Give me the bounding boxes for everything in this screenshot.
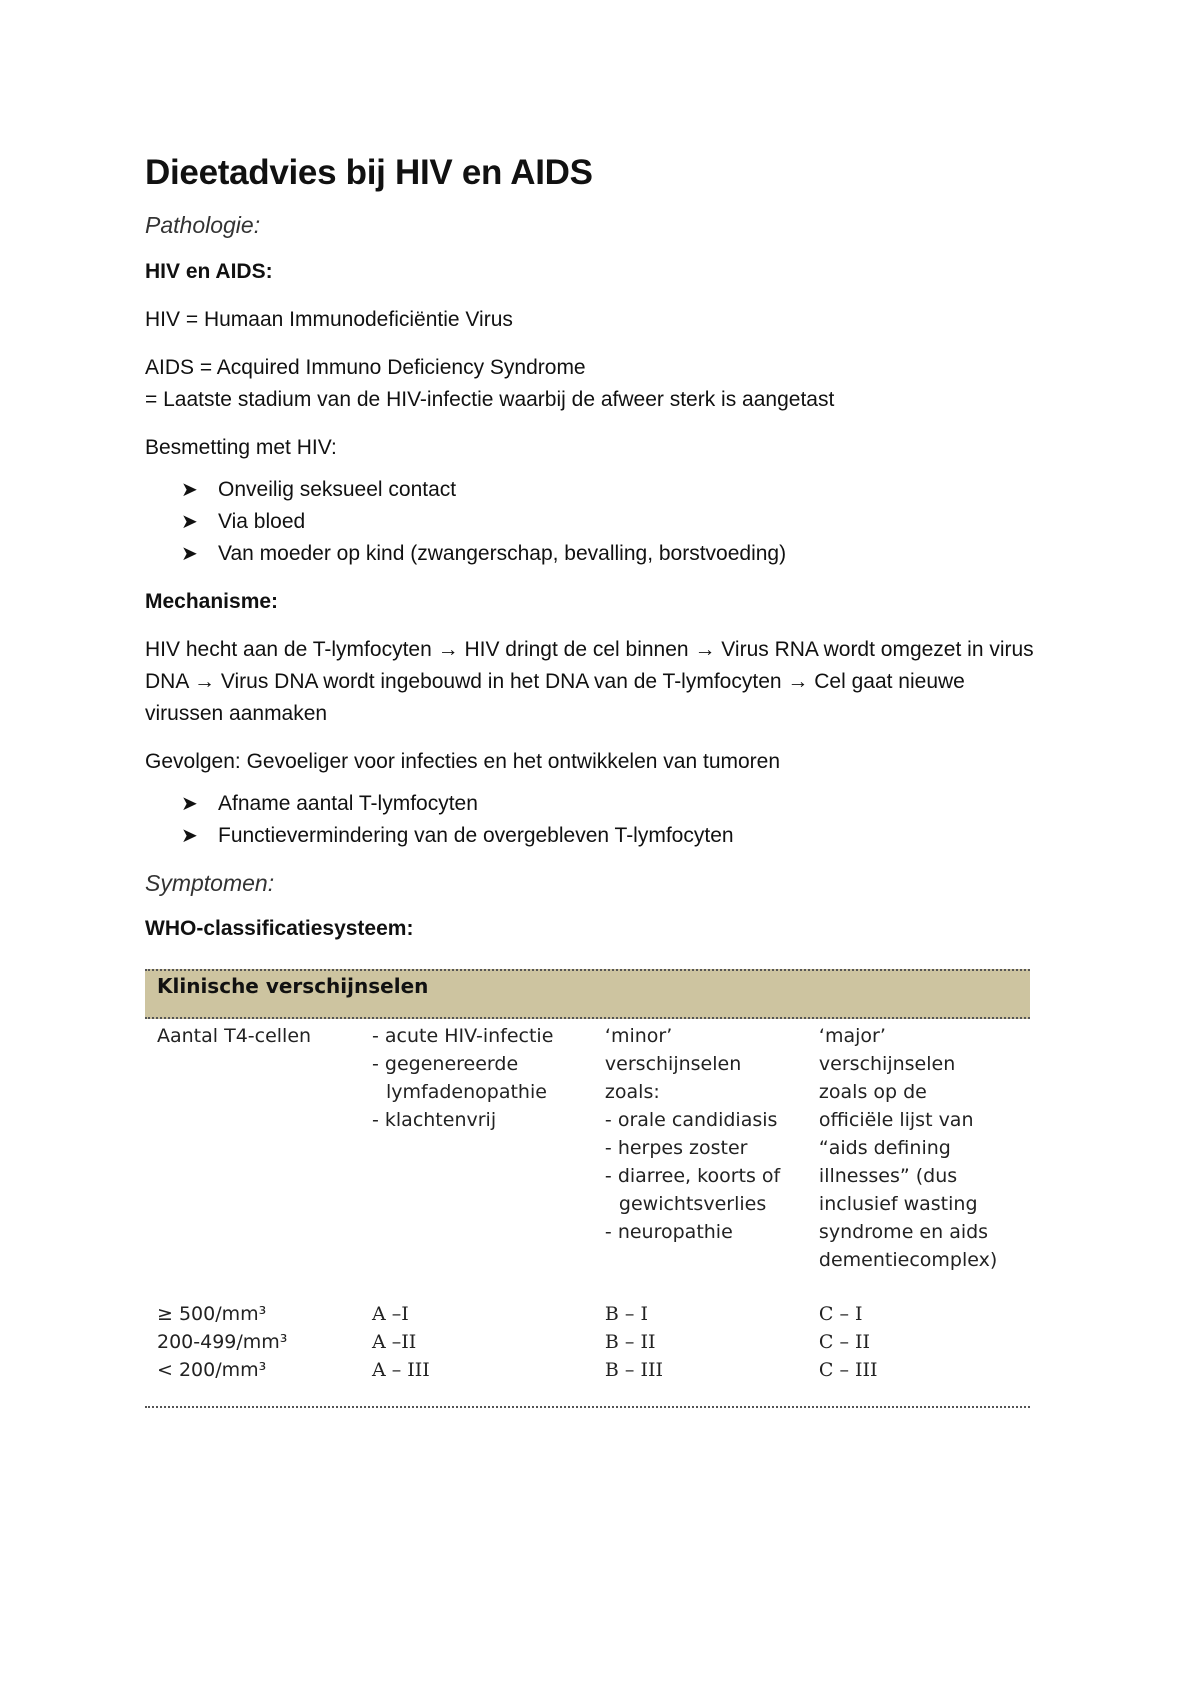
table-cell: ‘minor’ verschijnselen zoals: - orale candidiasis - herpes zoster - diarree, koorts of gewichtsverlies - neuropathie [604,1025,781,1244]
mechanisme-text: HIV hecht aan de T-lymfocyten → HIV dringt de cel binnen → Virus RNA wordt omgezet in virus DNA → Virus DNA wordt ingebouwd in het DNA van de T-lymfocyten → Cel gaat nieuwe virussen aanmaken [145,637,1034,725]
aids-definition-detail: = Laatste stadium van de HIV-infectie waarbij de afweer sterk is aangetast [145,387,835,411]
aids-definition: AIDS = Acquired Immuno Deficiency Syndrome [145,355,586,379]
table-description-row [145,1019,1030,1274]
list-item: ➤ Van moeder op kind (zwangerschap, bevalling, borstvoeding) [181,538,1035,570]
table-cell: - acute HIV-infectie - gegenereerde lymfadenopathie - klachtenvrij [372,1025,554,1132]
gevolgen-text: Gevolgen: Gevoeliger voor infecties en het ontwikkelen van tumoren [145,749,781,773]
besmetting-heading: Besmetting met HIV: [145,435,337,459]
besmetting-list [181,474,1035,570]
mechanisme-heading: Mechanisme: [145,589,279,613]
right-arrow-icon: → [787,669,809,693]
table-cell: ≥ 500/mm³ 200-499/mm³ < 200/mm³ [157,1303,288,1382]
arrow-bullet-icon: ➤ [181,824,198,847]
arrow-bullet-icon: ➤ [181,542,198,565]
table-cell: C – I C – II C – III [818,1303,878,1382]
gevolgen-list [181,788,1035,852]
table-cell: Aantal T4-cellen [157,1025,312,1048]
table-values-row [145,1300,1030,1384]
who-heading: WHO-classificatiesysteem: [145,917,414,941]
list-item: ➤ Onveilig seksueel contact [181,474,1035,506]
table-bottom-border [145,1406,1030,1408]
list-item: ➤ Functievermindering van de overgebleven T-lymfocyten [181,820,1035,852]
table-cell: ‘major’ verschijnselen zoals op de officiële lijst van “aids defining illnesses” (dus inclusief wasting syndrome en aids dementiecomplex) [818,1025,998,1272]
right-arrow-icon: → [194,669,216,693]
table-cell: B – I B – II B – III [604,1303,663,1382]
hiv-definition: HIV = Humaan Immunodeficiëntie Virus [145,307,513,331]
table-header: Klinische verschijnselen [145,969,1030,1019]
arrow-bullet-icon: ➤ [181,510,198,533]
document-title: Dieetadvies bij HIV en AIDS [145,153,593,192]
list-item: ➤ Afname aantal T-lymfocyten [181,788,1035,820]
section-symptomen: Symptomen: [145,869,275,896]
document-page [145,140,1035,1408]
hiv-aids-heading: HIV en AIDS: [145,259,273,283]
who-classification-table [145,969,1030,1408]
arrow-bullet-icon: ➤ [181,792,198,815]
table-cell: A –I A –II A – III [372,1303,430,1382]
section-pathologie: Pathologie: [145,212,261,238]
right-arrow-icon: → [694,637,716,661]
right-arrow-icon: → [437,637,459,661]
arrow-bullet-icon: ➤ [181,478,198,501]
list-item: ➤ Via bloed [181,506,1035,538]
